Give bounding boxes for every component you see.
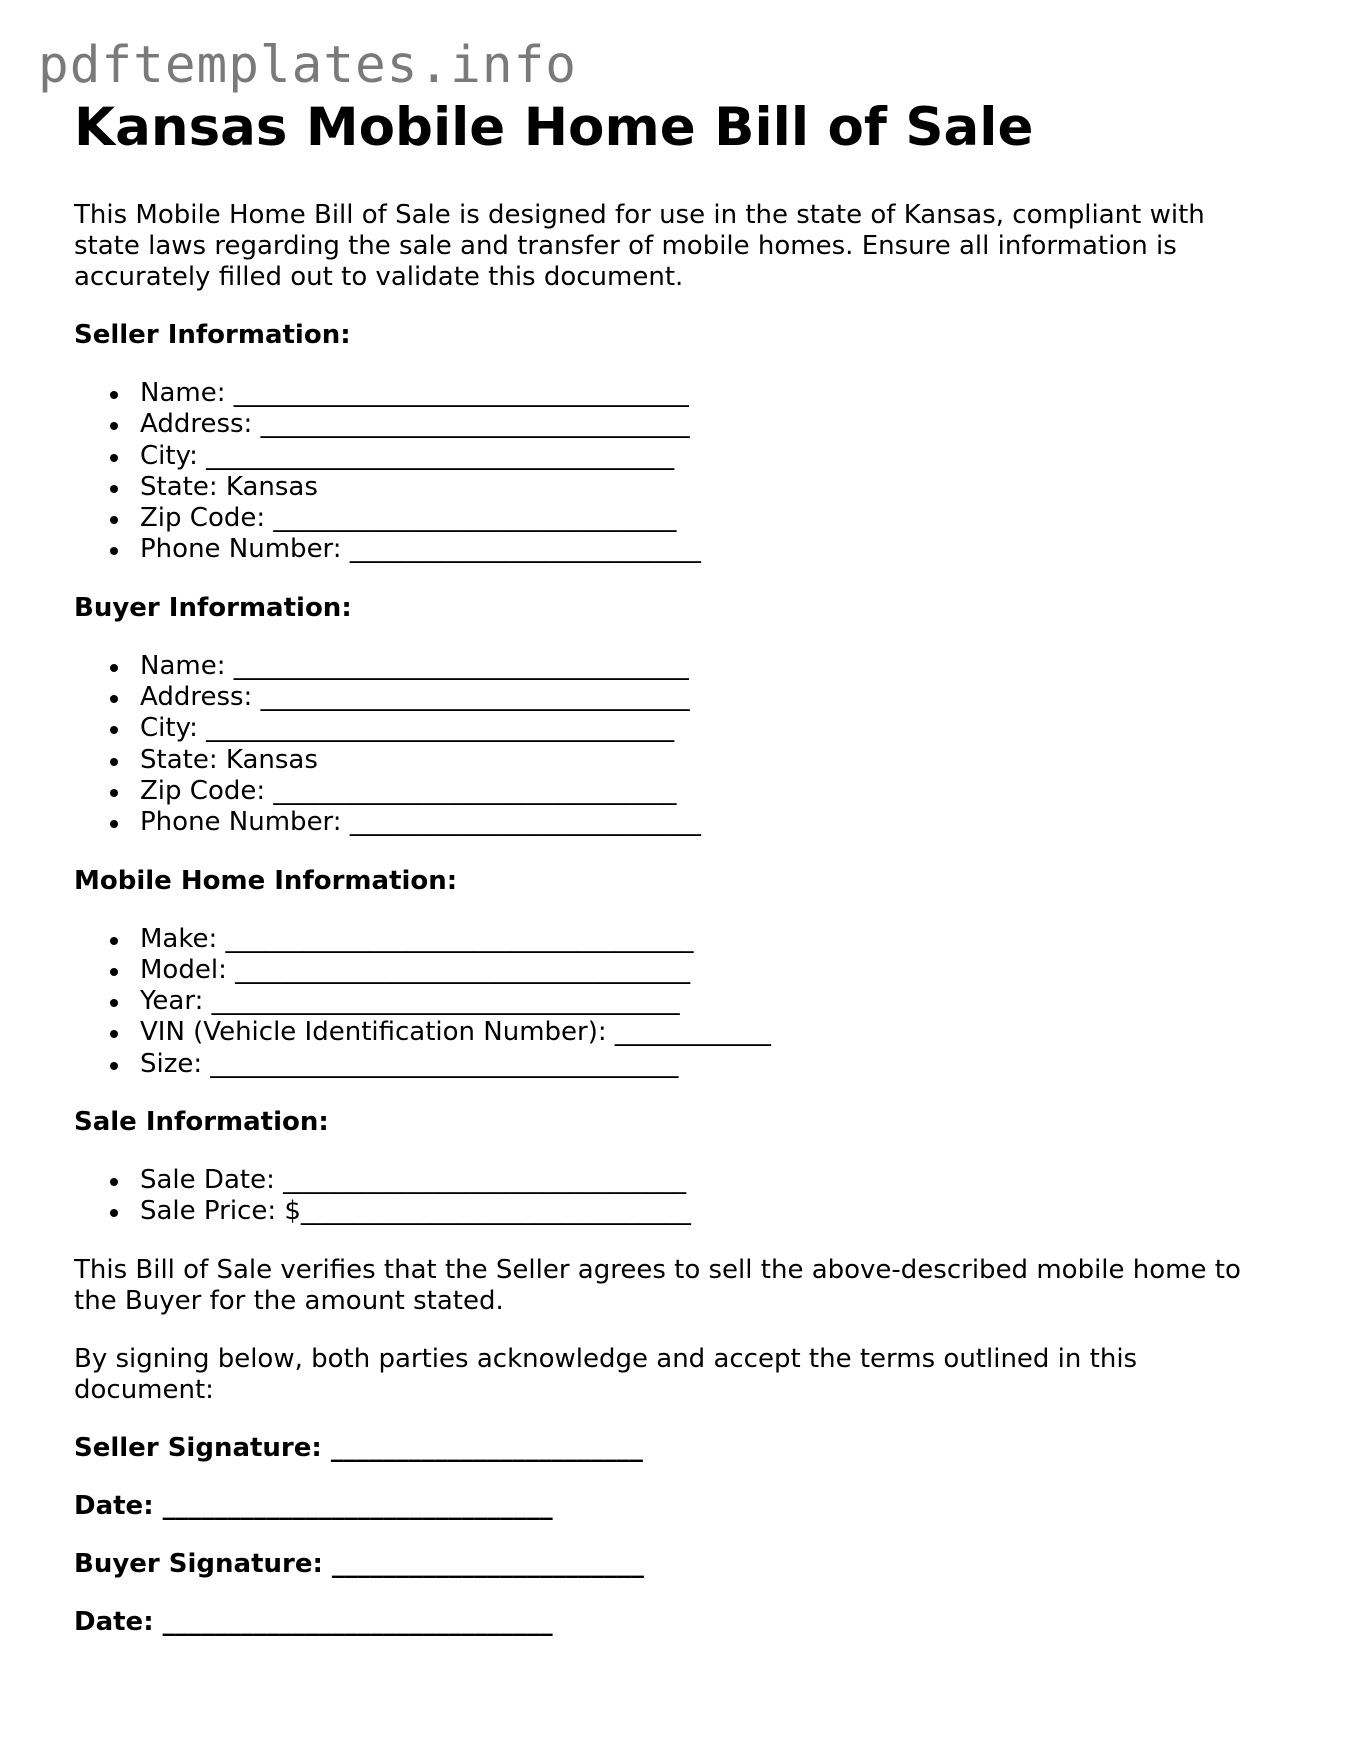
buyer-date-line[interactable]: Date: ______________________________ — [74, 1606, 553, 1637]
seller-signature-line[interactable]: Seller Signature: ________________________ — [74, 1432, 643, 1463]
mobile-home-section-heading: Mobile Home Information: — [74, 865, 458, 896]
seller-date-line[interactable]: Date: ______________________________ — [74, 1490, 553, 1521]
vin-field[interactable]: VIN (Vehicle Identification Number): ____________ — [140, 1017, 1274, 1048]
sale-price-field[interactable]: Sale Price: $______________________________ — [140, 1196, 1274, 1227]
buyer-state-field: State: Kansas — [140, 745, 1274, 776]
seller-section-heading: Seller Information: — [74, 320, 351, 350]
sale-field-list — [74, 1165, 1274, 1228]
watermark: pdftemplates.info — [38, 36, 577, 95]
make-field[interactable]: Make: ____________________________________ — [140, 924, 1274, 955]
model-field[interactable]: Model: ___________________________________ — [140, 955, 1274, 986]
mobile-home-field-list — [74, 924, 1274, 1080]
buyer-name-field[interactable]: Name: ___________________________________ — [140, 651, 1274, 682]
sale-date-field[interactable]: Sale Date: _______________________________ — [140, 1165, 1274, 1196]
verification-paragraph: This Bill of Sale verifies that the Seller agrees to sell the above-described mobile home to the Buyer for the amount stated. — [74, 1254, 1241, 1316]
seller-name-field[interactable]: Name: ___________________________________ — [140, 378, 1274, 409]
buyer-phone-field[interactable]: Phone Number: ___________________________ — [140, 807, 1274, 838]
buyer-zip-field[interactable]: Zip Code: _______________________________ — [140, 776, 1274, 807]
sale-section-heading: Sale Information: — [74, 1107, 329, 1138]
acknowledgement-paragraph: By signing below, both parties acknowledge and accept the terms outlined in this document: — [74, 1343, 1138, 1405]
buyer-section-heading: Buyer Information: — [74, 592, 352, 623]
buyer-field-list — [74, 651, 1274, 839]
buyer-signature-line[interactable]: Buyer Signature: ________________________ — [74, 1548, 644, 1579]
buyer-address-field[interactable]: Address: _________________________________ — [140, 682, 1274, 713]
seller-state-field: State: Kansas — [140, 472, 1274, 503]
year-field[interactable]: Year: ____________________________________ — [140, 986, 1274, 1017]
seller-zip-field[interactable]: Zip Code: _______________________________ — [140, 503, 1274, 534]
size-field[interactable]: Size: ____________________________________ — [140, 1049, 1274, 1080]
seller-phone-field[interactable]: Phone Number: ___________________________ — [140, 534, 1274, 565]
document-title: Kansas Mobile Home Bill of Sale — [74, 97, 1034, 158]
seller-address-field[interactable]: Address: _________________________________ — [140, 409, 1274, 440]
document-page — [74, 96, 1274, 1638]
seller-city-field[interactable]: City: ____________________________________ — [140, 441, 1274, 472]
seller-field-list — [74, 378, 1274, 566]
intro-paragraph: This Mobile Home Bill of Sale is designed for use in the state of Kansas, compliant with state laws regarding the sale and transfer of mobile homes. Ensure all information is accurately filled out to validate this document. — [74, 200, 1205, 292]
buyer-city-field[interactable]: City: ____________________________________ — [140, 713, 1274, 744]
